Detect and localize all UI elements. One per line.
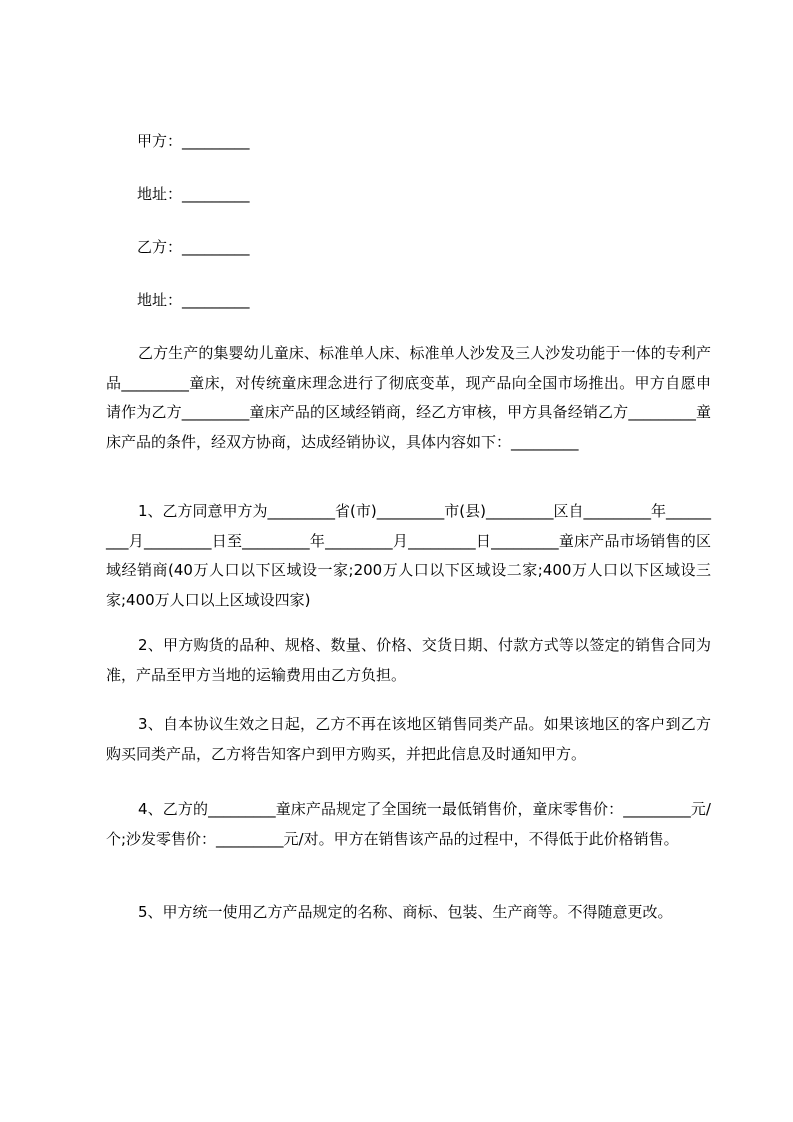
clause-1: 1、乙方同意甲方为_________省(市)_________市(县)_________区自_________年_________月_________日至_________年_________月_________日_________童床产品市场销售的区域经销商(40万人口以下区域设一家;200万人口以下区域设二家;400万人口以下区域设三家;400万人口以上区域设四家): [106, 502, 711, 609]
clause-3: 3、自本协议生效之日起，乙方不再在该地区销售同类产品。如果该地区的客户到乙方购买同类产品，乙方将告知客户到甲方购买，并把此信息及时通知甲方。: [106, 715, 711, 763]
intro-paragraph: 乙方生产的集婴幼儿童床、标准单人床、标准单人沙发及三人沙发功能于一体的专利产品_________童床，对传统童床理念进行了彻底变革，现产品向全国市场推出。甲方自愿申请作为乙方_________童床产品的区域经销商，经乙方审核，甲方具备经销乙方_________童床产品的条件，经双方协商，达成经销协议，具体内容如下：_________: [106, 344, 711, 451]
clause-5: 5、甲方统一使用乙方产品规定的名称、商标、包装、生产商等。不得随意更改。: [138, 903, 673, 921]
clause-4: 4、乙方的_________童床产品规定了全国统一最低销售价，童床零售价：_________元/个;沙发零售价：_________元/对。甲方在销售该产品的过程中，不得低于此价格销售。: [106, 800, 711, 848]
address-a-line: 地址：_________: [137, 185, 250, 203]
party-b-line: 乙方：_________: [137, 238, 250, 256]
clause-2: 2、甲方购货的品种、规格、数量、价格、交货日期、付款方式等以签定的销售合同为准，产品至甲方当地的运输费用由乙方负担。: [106, 636, 711, 684]
address-b-line: 地址：_________: [137, 291, 250, 309]
party-a-line: 甲方：_________: [137, 132, 250, 150]
